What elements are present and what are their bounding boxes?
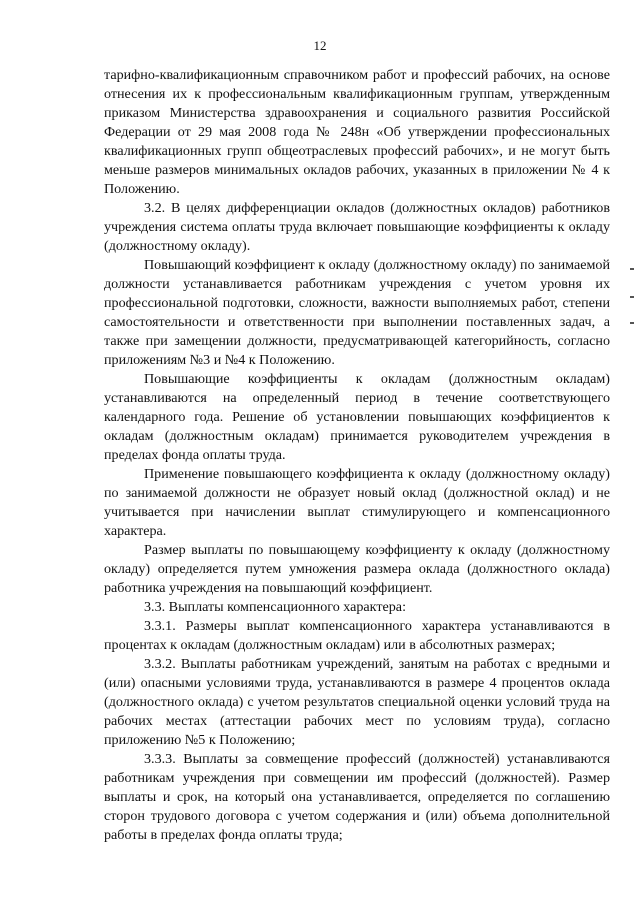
paragraph-coefficient-position: Повышающий коэффициент к окладу (должностному окладу) по занимаемой должности устанавливается работникам учреждения с учетом уровня их профессиональной подготовки, сложности, важности выполняемых работ, степени самостоятельности и ответственности при выполнении поставленных задач, а также при замещении должности, предусматривающей категорийность, согласно приложениям №3 и №4 к Положению. (104, 257, 610, 368)
scan-margin-mark (630, 268, 634, 270)
page-number: 12 (313, 38, 327, 53)
paragraph-3-3-2: 3.3.2. Выплаты работникам учреждений, занятым на работах с вредными и (или) опасными условиями труда, устанавливаются в размере 4 процентов оклада (должностного оклада) с учетом результатов специальной оценки условий труда на рабочих местах (аттестации рабочих мест по условиям труда), согласно приложению №5 к Положению; (104, 656, 610, 748)
paragraph-coefficient-period: Повышающие коэффициенты к окладам (должностным окладам) устанавливаются на определенный период в течение соответствующего календарного года. Решение об установлении повышающих коэффициентов к окладам (должностным окладам) принимается руководителем учреждения в пределах фонда оплаты труда. (104, 371, 610, 463)
scan-margin-mark (630, 322, 634, 324)
paragraph-coefficient-amount: Размер выплаты по повышающему коэффициенту к окладу (должностному окладу) определяется путем умножения размера оклада (должностного оклада) работника учреждения на повышающий коэффициент. (104, 542, 610, 596)
paragraph-3-3: 3.3. Выплаты компенсационного характера: (144, 599, 406, 615)
paragraph-3-3-1: 3.3.1. Размеры выплат компенсационного характера устанавливаются в процентах к окладам (должностным окладам) или в абсолютных размерах; (104, 618, 610, 653)
paragraph-coefficient-application: Применение повышающего коэффициента к окладу (должностному окладу) по занимаемой должности не образует новый оклад (должностной оклад) и не учитывается при начислении выплат стимулирующего и компенсационного характера. (104, 466, 610, 539)
document-body (104, 66, 610, 845)
paragraph-3-3-3: 3.3.3. Выплаты за совмещение профессий (должностей) устанавливаются работникам учреждения при совмещении им профессий (должностей). Размер выплаты и срок, на который она устанавливается, определяется по соглашению сторон трудового договора с учетом содержания и (или) объема дополнительной работы в пределах фонда оплаты труда; (104, 751, 610, 843)
paragraph-continuation: тарифно-квалификационным справочником работ и профессий рабочих, на основе отнесения их к профессиональным квалификационным группам, утвержденным приказом Министерства здравоохранения и социального развития Российской Федерации от 29 мая 2008 года № 248н «Об утверждении профессиональных квалификационных групп общеотраслевых профессий рабочих», и не могут быть меньше размеров минимальных окладов рабочих, указанных в приложении № 4 к Положению. (104, 67, 610, 197)
scan-margin-mark (630, 296, 634, 298)
paragraph-3-2: 3.2. В целях дифференциации окладов (должностных окладов) работников учреждения система оплаты труда включает повышающие коэффициенты к окладу (должностному окладу). (104, 200, 610, 254)
